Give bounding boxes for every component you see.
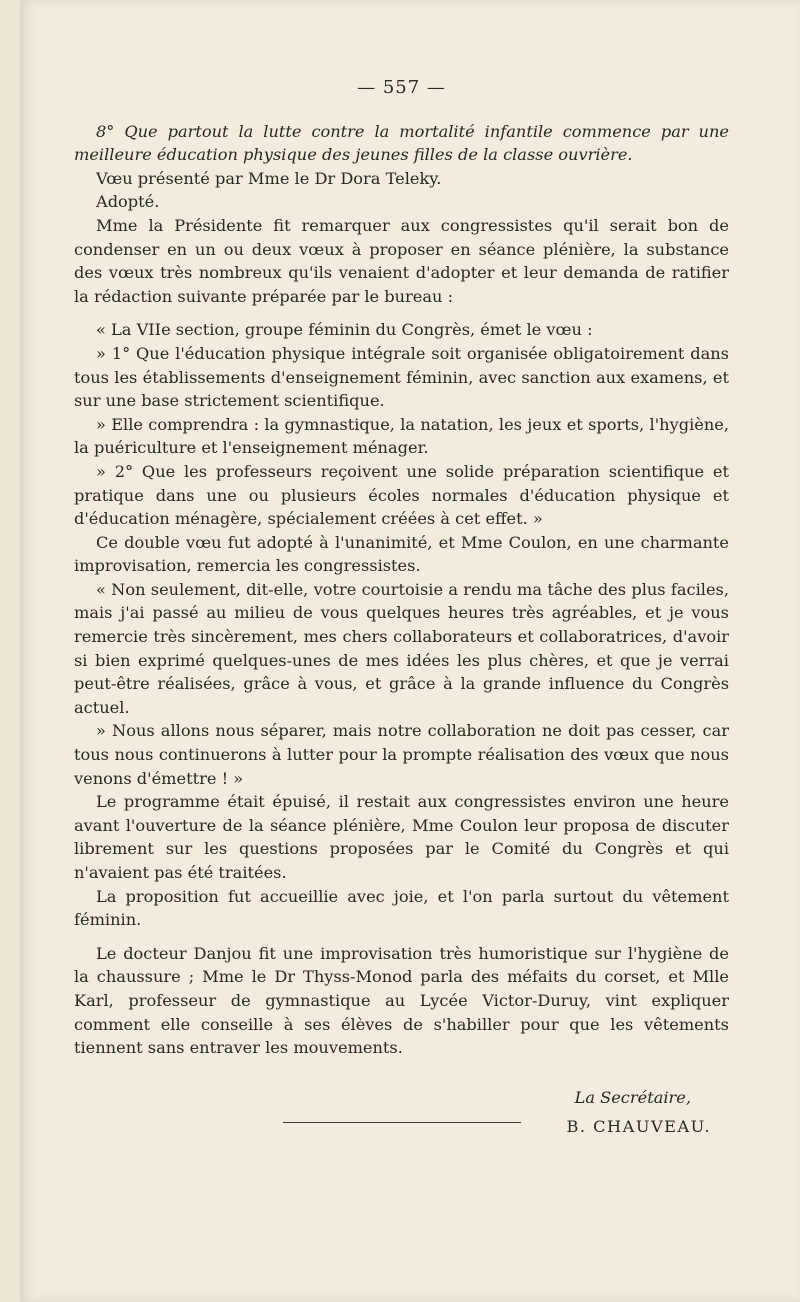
paragraph-voeu-point-1: » 1° Que l'éducation physique intégrale soit organisée obligatoirement dans tous les établissements d'enseignement féminin, avec sanction aux examens, et sur une base strictement scientifique.	[74, 343, 729, 411]
page-number: — 557 —	[357, 77, 446, 98]
paragraph-voeu-contents: » Elle comprendra : la gymnastique, la natation, les jeux et sports, l'hygiène, la puériculture et l'enseignement ménager.	[74, 414, 729, 458]
paragraph-speech-part-2: » Nous allons nous séparer, mais notre collaboration ne doit pas cesser, car tous nous continuerons à lutter pour la prompte réalisation des vœux que nous venons d'émettre ! »	[74, 721, 729, 788]
paragraph-speech-part-1: « Non seulement, dit-elle, votre courtoisie a rendu ma tâche des plus faciles, mais j'ai passé au milieu de vous quelques heures très agréables, et je vous remercie très sincèrement, mes chers collaborateurs et collaboratrices, d'avoir si bien exprimé quelques-unes de mes idées les plus chères, et que je verrai peut-être réalisées, grâce à vous, et grâce à la grande influence du Congrès actuel.	[74, 579, 729, 717]
closing-rule	[283, 1122, 521, 1123]
paragraph-voeu-point-2: » 2° Que les professeurs reçoivent une solide préparation scientifique et pratique dans une ou plusieurs écoles normales d'éducation physique et d'éducation ménagère, spécialement créées à cet effet. »	[74, 461, 729, 529]
signature-name: B. CHAUVEAU.	[566, 1117, 711, 1137]
paragraph-voeu-8: 8° Que partout la lutte contre la mortalité infantile commence par une meilleure éducation physique des jeunes filles de la classe ouvrière.	[74, 121, 729, 165]
paragraph-proposition: La proposition fut accueillie avec joie, et l'on parla surtout du vêtement féminin.	[74, 886, 729, 930]
signature-block	[74, 1086, 729, 1139]
paragraph-adopted: Adopté.	[96, 192, 160, 212]
paragraph-voeu-presenter: Vœu présenté par Mme le Dr Dora Teleky.	[96, 168, 442, 188]
paragraph-president-remark: Mme la Présidente fit remarquer aux congressistes qu'il serait bon de condenser en un ou deux vœux à proposer en séance plénière, la substance des vœux très nombreux qu'ils venaient d'adopter et leur demanda de ratifier la rédaction suivante préparée par le bureau :	[74, 215, 729, 306]
signature-role: La Secrétaire,	[574, 1087, 691, 1107]
paragraph-section-voeu: « La VIIe section, groupe féminin du Congrès, émet le vœu :	[96, 320, 593, 340]
paragraph-programme-exhausted: Le programme était épuisé, il restait aux congressistes environ une heure avant l'ouverture de la séance plénière, Mme Coulon leur proposa de discuter librement sur les questions proposées par le Comité du Congrès et qui n'avaient pas été traitées.	[74, 792, 729, 882]
page-content	[74, 76, 729, 1139]
paragraph-unanimity: Ce double vœu fut adopté à l'unanimité, et Mme Coulon, en une charmante improvisation, remercia les congressistes.	[74, 532, 729, 576]
document-page	[20, 0, 800, 1302]
paragraph-danjou: Le docteur Danjou fit une improvisation très humoristique sur l'hygiène de la chaussure ; Mme le Dr Thyss-Monod parla des méfaits du corset, et Mlle Karl, professeur de gymnastique au Lycée Victor-Duruy, vint expliquer comment elle conseille à ses élèves de s'habiller pour que les vêtements tiennent sans entraver les mouvements.	[74, 943, 729, 1058]
